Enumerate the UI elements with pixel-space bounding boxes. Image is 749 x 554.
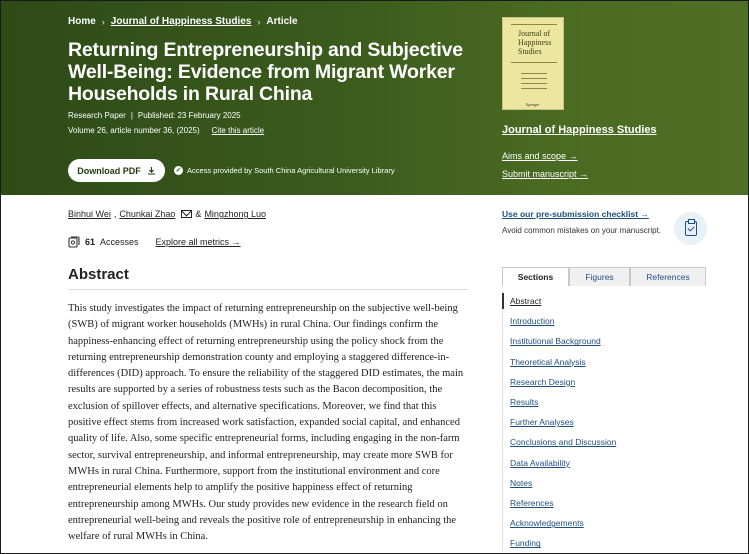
access-text: Access provided by South China Agricultural University Library bbox=[187, 166, 395, 175]
checklist-badge bbox=[674, 212, 707, 245]
breadcrumb-separator: › bbox=[101, 16, 105, 27]
section-link-further-analyses[interactable]: Further Analyses bbox=[510, 417, 574, 428]
tab-figures[interactable]: Figures bbox=[569, 267, 630, 286]
section-link-introduction[interactable]: Introduction bbox=[510, 316, 555, 327]
article-volume-row bbox=[68, 126, 264, 135]
page-title: Returning Entrepreneurship and Subjective Well-Being: Evidence from Migrant Worker Households in Rural China bbox=[68, 39, 463, 105]
clipboard-check-icon bbox=[685, 221, 697, 236]
section-link-funding[interactable]: Funding bbox=[510, 538, 541, 549]
tab-references[interactable]: References bbox=[630, 267, 706, 286]
sidebar-tabs bbox=[502, 267, 706, 286]
section-link-research-design[interactable]: Research Design bbox=[510, 376, 576, 387]
author-separator: & bbox=[195, 209, 202, 219]
cover-rule bbox=[511, 62, 557, 63]
meta-separator: | bbox=[130, 111, 133, 120]
abstract-heading: Abstract bbox=[68, 266, 129, 283]
cover-title: Journal of Happiness Studies bbox=[518, 29, 552, 56]
checklist-description: Avoid common mistakes on your manuscript. bbox=[502, 226, 662, 235]
sections-nav bbox=[502, 291, 706, 553]
download-icon bbox=[147, 166, 156, 175]
article-meta bbox=[68, 111, 241, 120]
author-link[interactable]: Binhui Wei bbox=[68, 209, 111, 219]
abstract-text: This study investigates the impact of returning entrepreneurship on the subjective well-being (SWB) of migrant worker households (MWHs) in rural China. Our findings confirm the happiness-enhancing effect of returning entrepreneurship using the policy shock from the returning entrepreneurship demonstration county and employing a staggered difference-in-differences (DID) approach. To ensure the reliability of the staggered DID estimates, the main results are supported by a series of robustness tests such as the Bacon decomposition, the exclusion of spillover effects, and alternative specifications. Moreover, we find that this positive effect stems from increased work satisfaction, expanded social capital, and enhanced quality of life. Also, some specific entrepreneurial forms, including engaging in the non-farm sector, survival entrepreneurship, and informal entrepreneurship, may create more SWB for MWHs in rural China. Furthermore, support from the institutional environment and core entrepreneurial elements help to amplify the positive happiness effect of returning entrepreneurship among MWHs. Our study provides new evidence in the research field on entrepreneurial well-being and reveals the positive role of entrepreneurship in enhancing the welfare of rural MWHs in China. bbox=[68, 303, 464, 543]
section-link-references[interactable]: References bbox=[510, 497, 554, 508]
article-header bbox=[1, 1, 749, 195]
section-link-acknowledgements[interactable]: Acknowledgements bbox=[510, 518, 584, 529]
author-link[interactable]: Chunkai Zhao bbox=[119, 209, 176, 219]
section-link-notes[interactable]: Notes bbox=[510, 477, 533, 488]
download-label: Download PDF bbox=[77, 165, 141, 176]
mail-icon[interactable] bbox=[181, 210, 192, 218]
divider bbox=[68, 289, 469, 290]
article-volume: Volume 26, article number 36, (2025) bbox=[68, 126, 200, 135]
journal-name-link[interactable]: Journal of Happiness Studies bbox=[502, 124, 657, 136]
section-link-abstract[interactable]: Abstract bbox=[502, 291, 706, 311]
check-icon: ✓ bbox=[175, 167, 182, 174]
metrics-row bbox=[68, 236, 241, 248]
article-type: Research Paper bbox=[68, 111, 126, 120]
cover-rule bbox=[521, 73, 547, 74]
cover-publisher: Springer bbox=[526, 103, 540, 107]
section-link-results[interactable]: Results bbox=[510, 397, 539, 408]
breadcrumb bbox=[68, 16, 298, 27]
breadcrumb-current: Article bbox=[266, 16, 298, 27]
author-link[interactable]: Mingzhong Luo bbox=[204, 209, 266, 219]
section-link-conclusions[interactable]: Conclusions and Discussion bbox=[510, 437, 617, 448]
cite-link[interactable]: Cite this article bbox=[211, 126, 265, 135]
cover-rule bbox=[521, 78, 547, 79]
breadcrumb-home[interactable]: Home bbox=[68, 16, 96, 27]
section-link-theoretical-analysis[interactable]: Theoretical Analysis bbox=[510, 356, 586, 367]
section-link-data-availability[interactable]: Data Availability bbox=[510, 457, 570, 468]
checklist-link[interactable]: Use our pre-submission checklist → bbox=[502, 209, 649, 219]
cover-rule bbox=[511, 24, 557, 25]
breadcrumb-separator: › bbox=[257, 16, 261, 27]
download-pdf-button[interactable] bbox=[68, 159, 165, 182]
submit-manuscript-link[interactable]: Submit manuscript → bbox=[502, 169, 589, 179]
author-separator: , bbox=[113, 209, 117, 219]
accesses-icon bbox=[68, 236, 80, 248]
tab-sections[interactable]: Sections bbox=[502, 267, 569, 286]
access-info bbox=[174, 166, 395, 175]
section-link-institutional-background[interactable]: Institutional Background bbox=[510, 336, 601, 347]
explore-metrics-link[interactable]: Explore all metrics → bbox=[155, 237, 241, 247]
published-date: Published: 23 February 2025 bbox=[137, 111, 241, 120]
accesses-label: Accesses bbox=[100, 237, 139, 247]
cover-rule bbox=[521, 88, 547, 89]
breadcrumb-journal[interactable]: Journal of Happiness Studies bbox=[110, 16, 252, 27]
author-list bbox=[68, 209, 266, 219]
cover-rule bbox=[521, 83, 547, 84]
accesses-count: 61 bbox=[85, 237, 96, 247]
aims-scope-link[interactable]: Aims and scope → bbox=[502, 151, 578, 161]
journal-cover[interactable] bbox=[502, 17, 564, 110]
